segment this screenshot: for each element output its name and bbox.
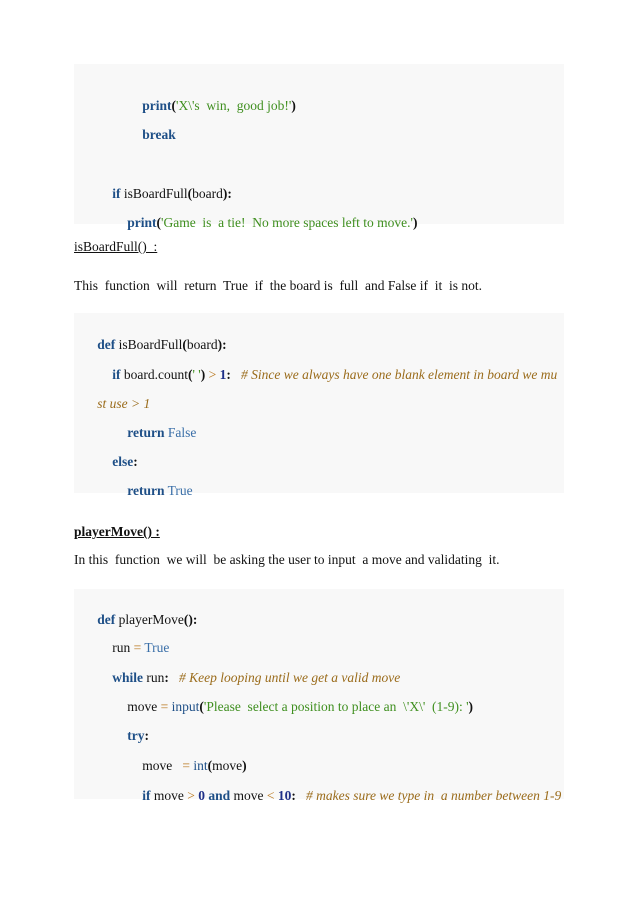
code-keyword: and <box>205 788 231 803</box>
code-line <box>74 432 564 469</box>
code-keyword: try <box>127 728 145 743</box>
section-description-isboardfull: This function will return True if the board is full and False if it is not. <box>74 278 482 293</box>
code-punct: : <box>291 788 296 803</box>
code-text: isBoardFull <box>120 186 188 201</box>
code-punct: ): <box>217 337 227 352</box>
code-line <box>74 374 564 411</box>
code-text: board <box>186 337 218 352</box>
code-punct: ( <box>156 215 162 230</box>
code-punct: ) <box>468 699 474 714</box>
code-keyword: return <box>127 425 165 440</box>
code-line <box>74 403 564 440</box>
code-text: board <box>192 186 223 201</box>
code-line <box>74 736 564 773</box>
code-text: move <box>230 788 267 803</box>
code-text: move <box>212 758 243 773</box>
code-line <box>74 648 564 685</box>
section-description-playermove: In this function we will be asking the user to input a move and validating it. <box>74 552 500 567</box>
code-punct: ( <box>187 186 193 201</box>
code-operator: = <box>160 699 169 714</box>
code-punct: ) <box>242 758 247 773</box>
code-punct: ( <box>171 98 177 113</box>
code-string: ' ' <box>192 367 201 382</box>
code-punct: ) <box>291 98 296 113</box>
code-comment: # makes sure we type in a number between 1-9 <box>295 788 562 803</box>
code-function: int <box>190 758 208 773</box>
code-operator: > <box>205 367 220 382</box>
code-constant: False <box>164 425 197 440</box>
code-keyword: while <box>112 670 144 685</box>
code-punct: : <box>144 728 149 743</box>
code-line <box>74 193 564 230</box>
code-punct: (): <box>183 612 198 627</box>
code-line <box>74 164 564 201</box>
code-block-playermove <box>74 589 564 803</box>
code-text: move <box>142 758 179 773</box>
code-block-win-tie <box>74 64 564 230</box>
code-number: 0 <box>194 788 205 803</box>
code-line <box>74 76 564 113</box>
code-line <box>74 677 564 714</box>
code-number: 10 <box>274 788 292 803</box>
code-text: run <box>143 670 165 685</box>
code-keyword: return <box>127 483 165 498</box>
code-line <box>74 105 564 142</box>
code-keyword: if <box>112 186 121 201</box>
code-line <box>74 345 564 382</box>
code-constant: True <box>164 483 193 498</box>
code-line <box>74 706 564 743</box>
code-punct: : <box>164 670 169 685</box>
code-keyword: break <box>142 127 176 142</box>
code-text: move <box>150 788 188 803</box>
code-punct: ( <box>199 699 204 714</box>
code-operator: = <box>179 758 190 773</box>
code-keyword: if <box>142 788 151 803</box>
section-heading-playermove: playerMove() : <box>74 524 160 539</box>
code-punct: : <box>226 367 231 382</box>
code-keyword: def <box>97 337 116 352</box>
code-keyword: def <box>97 612 116 627</box>
code-line <box>74 618 564 655</box>
code-comment: st use > 1 <box>97 396 151 411</box>
code-keyword: else <box>112 454 134 469</box>
code-function: input <box>168 699 200 714</box>
code-operator: < <box>266 788 275 803</box>
code-punct: ( <box>182 337 187 352</box>
section-heading-isboardfull: isBoardFull() : <box>74 239 158 254</box>
code-punct: ( <box>207 758 213 773</box>
code-punct: ): <box>222 186 232 201</box>
code-text: playerMove <box>115 612 184 627</box>
code-line <box>74 461 564 498</box>
code-punct: ( <box>187 367 193 382</box>
code-string: 'X\'s win, good job!' <box>176 98 292 113</box>
code-text: run <box>112 640 134 655</box>
code-text: board.count <box>120 367 188 382</box>
code-string: 'Please select a position to place an \'X\' (1-9): ' <box>203 699 469 714</box>
code-line <box>74 766 564 803</box>
code-punct: ) <box>200 367 206 382</box>
code-comment: # Since we always have one blank element in board we mu <box>230 367 558 382</box>
code-punct: : <box>133 454 138 469</box>
code-comment: # Keep looping until we get a valid move <box>168 670 401 685</box>
code-operator: = <box>133 640 142 655</box>
code-line <box>74 590 564 627</box>
code-keyword: print <box>142 98 172 113</box>
code-constant: True <box>141 640 170 655</box>
code-block-isboardfull <box>74 313 564 498</box>
code-keyword: if <box>112 367 121 382</box>
code-punct: ) <box>412 215 418 230</box>
code-text: move <box>127 699 161 714</box>
code-keyword: print <box>127 215 157 230</box>
code-operator: > <box>187 788 195 803</box>
code-number: 1 <box>219 367 227 382</box>
code-string: 'Game is a tie! No more spaces left to move.' <box>161 215 413 230</box>
code-text: isBoardFull <box>115 337 183 352</box>
code-line <box>74 315 564 352</box>
